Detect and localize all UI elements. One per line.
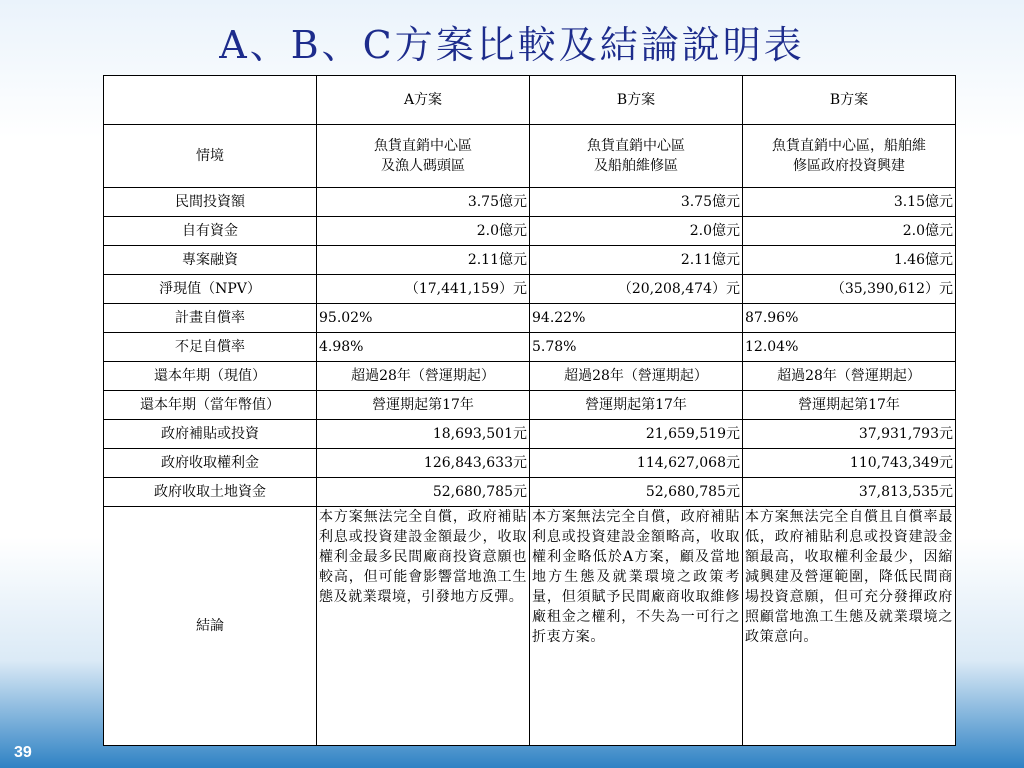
cell-plan-c: 2.0億元 [743,217,956,246]
table-row [104,333,956,362]
header-cell-blank [104,76,317,125]
cell-plan-b: 營運期起第17年 [530,391,743,420]
table-row [104,391,956,420]
cell-plan-c: 87.96% [743,304,956,333]
cell-plan-c: 魚貨直銷中心區，船舶維 修區政府投資興建 [743,125,956,188]
cell-plan-b: 52,680,785元 [530,478,743,507]
row-label: 還本年期（現值） [104,362,317,391]
cell-plan-a: 2.11億元 [317,246,530,275]
cell-plan-c: 12.04% [743,333,956,362]
table-row [104,304,956,333]
row-label: 政府收取土地資金 [104,478,317,507]
table-row [104,478,956,507]
cell-plan-b: 本方案無法完全自償，政府補貼利息或投資建設金額略高，收取權利金略低於A方案，顧及當地地方生態及就業環境之政策考量，但須賦予民間廠商收取維修廠租金之權利，不失為一可行之折衷方案。 [530,507,743,746]
cell-plan-c: 110,743,349元 [743,449,956,478]
table-row [104,449,956,478]
cell-plan-a: 本方案無法完全自償，政府補貼利息或投資建設金額最少，收取權利金最多民間廠商投資意願也較高，但可能會影響當地漁工生態及就業環境，引發地方反彈。 [317,507,530,746]
cell-plan-b: 5.78% [530,333,743,362]
cell-plan-c: 超過28年（營運期起） [743,362,956,391]
row-label: 自有資金 [104,217,317,246]
table-row [104,275,956,304]
cell-plan-a: 4.98% [317,333,530,362]
cell-plan-b: 114,627,068元 [530,449,743,478]
cell-plan-b: 魚貨直銷中心區 及船舶維修區 [530,125,743,188]
cell-plan-b: 2.0億元 [530,217,743,246]
cell-plan-b: （20,208,474）元 [530,275,743,304]
cell-plan-b: 超過28年（營運期起） [530,362,743,391]
cell-plan-a: （17,441,159）元 [317,275,530,304]
page-number: 39 [14,744,32,761]
table-row-conclusion [104,507,956,746]
cell-plan-a: 魚貨直銷中心區 及漁人碼頭區 [317,125,530,188]
cell-plan-c: （35,390,612）元 [743,275,956,304]
cell-plan-c: 1.46億元 [743,246,956,275]
table-row [104,246,956,275]
cell-plan-a: 18,693,501元 [317,420,530,449]
cell-plan-a: 營運期起第17年 [317,391,530,420]
table-row [104,188,956,217]
page-title: A、B、C方案比較及結論說明表 [219,23,805,67]
table-row-scenario [104,125,956,188]
row-label: 民間投資額 [104,188,317,217]
table-row [104,217,956,246]
row-label: 政府補貼或投資 [104,420,317,449]
cell-plan-a: 2.0億元 [317,217,530,246]
cell-plan-a: 3.75億元 [317,188,530,217]
cell-plan-c: 本方案無法完全自償且自償率最低，政府補貼利息或投資建設金額最高，收取權利金最少，因縮減興建及營運範圍，降低民間商場投資意願，但可充分發揮政府照顧當地漁工生態及就業環境之政策意向。 [743,507,956,746]
row-label: 淨現值（NPV） [104,275,317,304]
row-label: 政府收取權利金 [104,449,317,478]
table-header-row [104,76,956,125]
table-row [104,362,956,391]
header-cell-plan-c: B方案 [743,76,956,125]
row-label: 不足自償率 [104,333,317,362]
cell-plan-b: 94.22% [530,304,743,333]
row-label: 情境 [104,125,317,188]
cell-plan-b: 2.11億元 [530,246,743,275]
cell-plan-a: 超過28年（營運期起） [317,362,530,391]
header-cell-plan-b: B方案 [530,76,743,125]
row-label: 專案融資 [104,246,317,275]
cell-plan-c: 3.15億元 [743,188,956,217]
cell-plan-b: 21,659,519元 [530,420,743,449]
comparison-table [103,75,956,746]
cell-plan-c: 37,813,535元 [743,478,956,507]
cell-plan-a: 52,680,785元 [317,478,530,507]
cell-plan-b: 3.75億元 [530,188,743,217]
cell-plan-a: 95.02% [317,304,530,333]
header-cell-plan-a: A方案 [317,76,530,125]
cell-plan-c: 37,931,793元 [743,420,956,449]
cell-plan-c: 營運期起第17年 [743,391,956,420]
cell-plan-a: 126,843,633元 [317,449,530,478]
row-label: 計畫自償率 [104,304,317,333]
row-label: 還本年期（當年幣值） [104,391,317,420]
table-row [104,420,956,449]
row-label: 結論 [104,507,317,746]
